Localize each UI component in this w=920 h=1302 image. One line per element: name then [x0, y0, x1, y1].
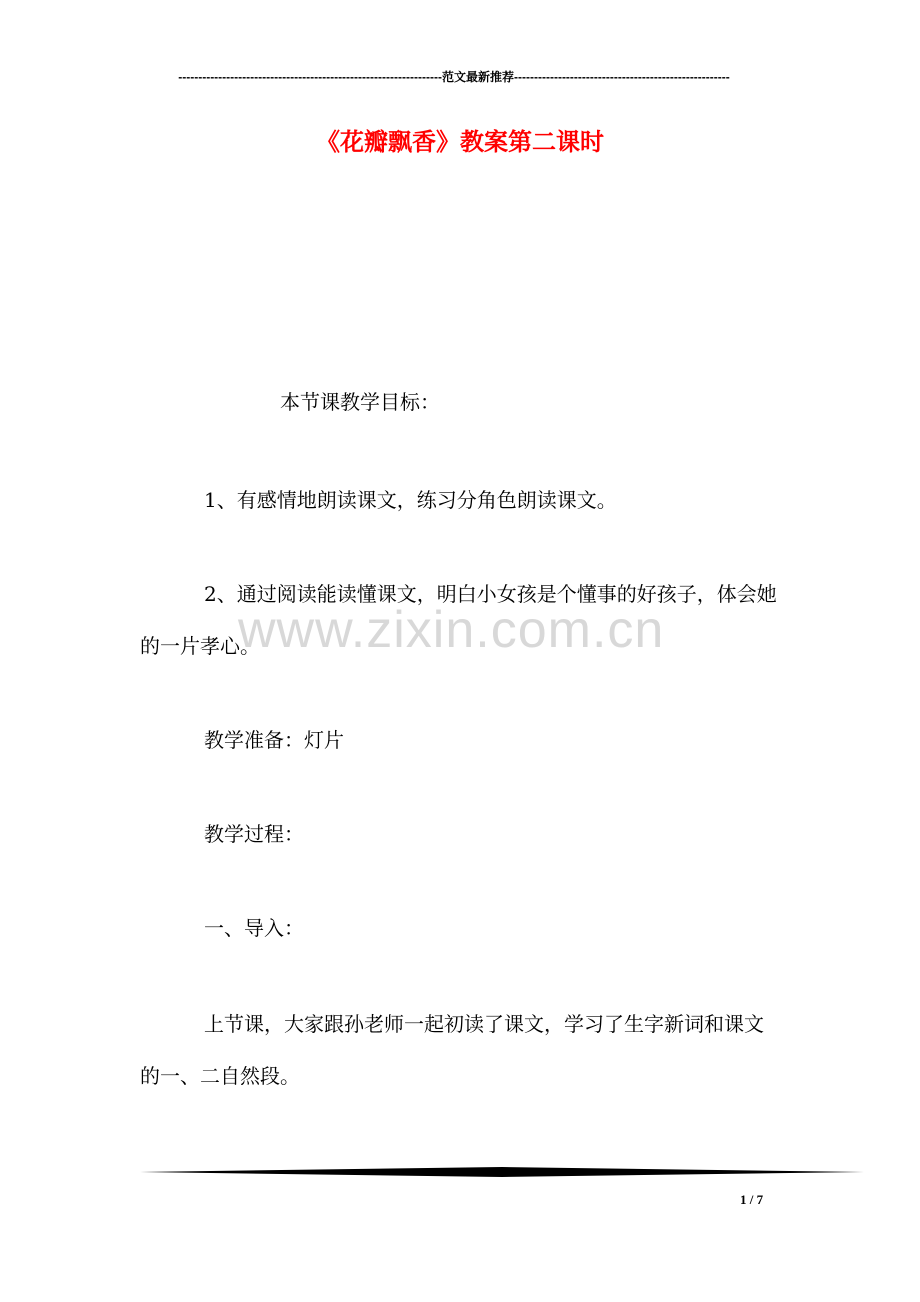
header-banner [140, 68, 768, 86]
page-number: 1 / 7 [740, 1192, 764, 1207]
watermark: www.zixin.com.cn [238, 601, 665, 659]
paragraph-section-intro: 一、导入： [204, 916, 304, 940]
header-dashes-right: ------------------------------------------------------ [513, 70, 730, 84]
paragraph-intro-text: 上节课，大家跟孙老师一起初读了课文，学习了生字新词和课文的一、二自然段。 [140, 1012, 764, 1088]
paragraph-objective-2: 2、通过阅读能读懂课文，明白小女孩是个懂事的好孩子，体会她的一片孝心。 [140, 582, 777, 658]
paragraph-process-heading: 教学过程： [204, 822, 304, 846]
paragraph-preparation: 教学准备：灯片 [204, 728, 344, 752]
document-title: 《花瓣飘香》教案第二课时 [316, 127, 604, 156]
footer-rule [140, 1166, 864, 1178]
header-dashes-left: ------------------------------------------------------------------ [178, 70, 442, 84]
paragraph-objectives-heading: 本节课教学目标： [280, 390, 440, 414]
header-label: 范文最新推荐 [441, 70, 514, 84]
paragraph-objective-1: 1、有感情地朗读课文，练习分角色朗读课文。 [204, 488, 617, 512]
